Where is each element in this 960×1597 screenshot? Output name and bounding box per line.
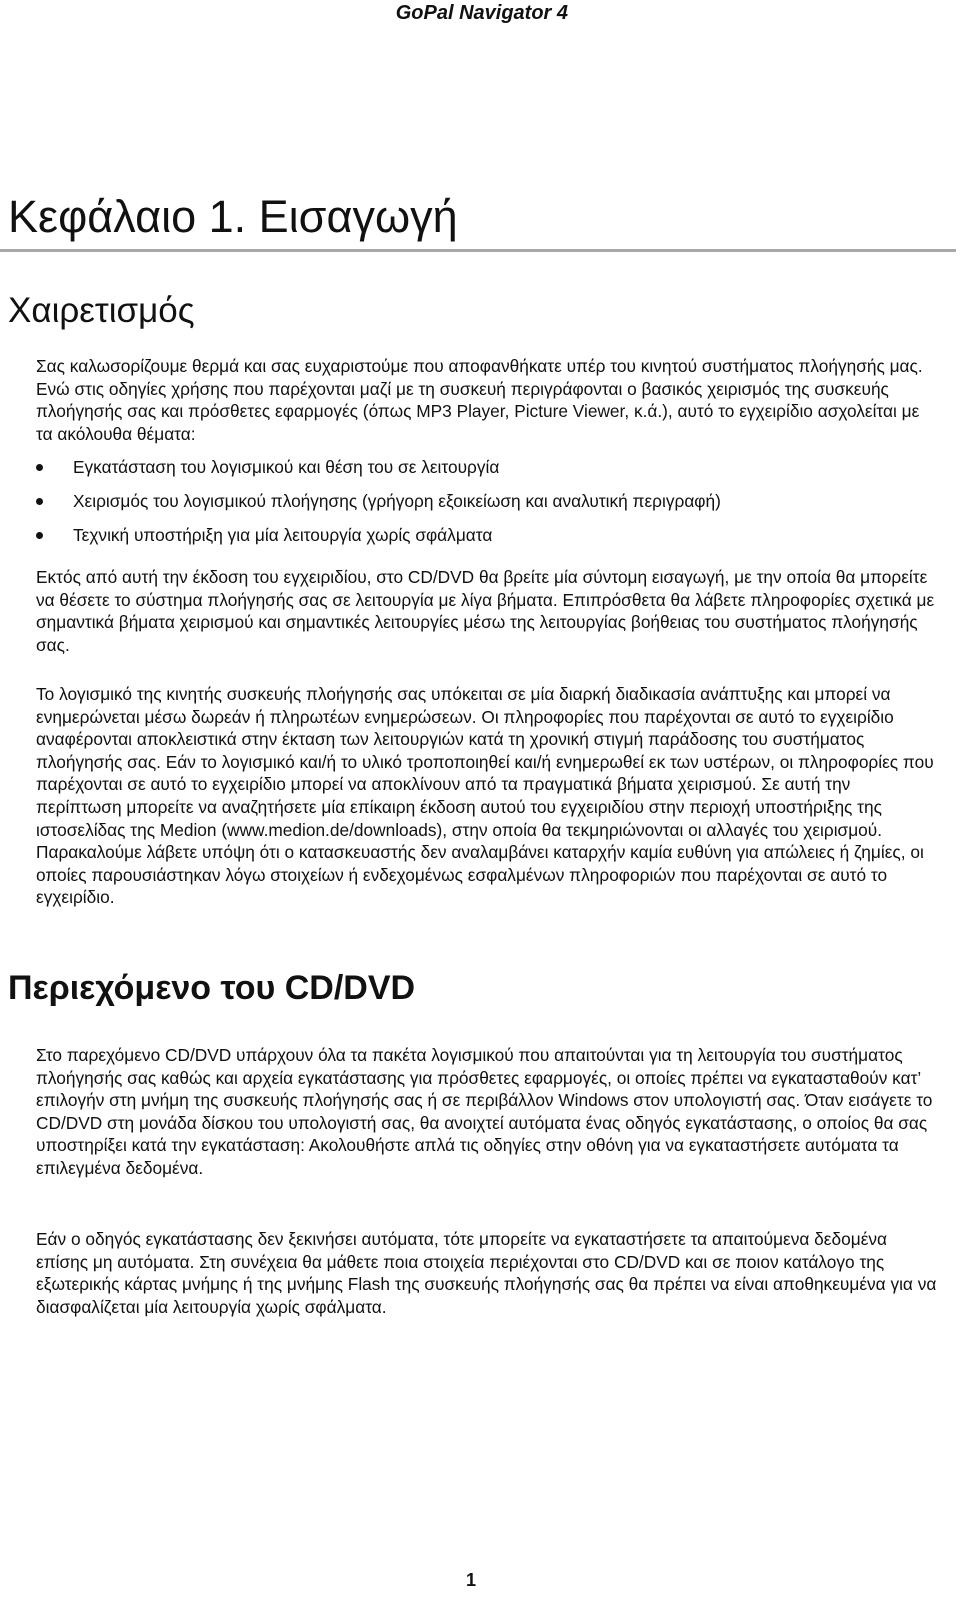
page-number: 1 <box>466 1570 477 1590</box>
topics-list <box>36 456 936 558</box>
section-title-cd-content: Περιεχόμενο του CD/DVD <box>8 969 416 1007</box>
intro-paragraph: Σας καλωσορίζουμε θερμά και σας ευχαριστούμε που αποφανθήκατε υπέρ του κινητού συστήματος πλοήγησής μας. Ενώ στις οδηγίες χρήσης που παρέχονται μαζί με τη συσκευή περιγράφονται ο βασικός χειρισμός της συσκευής πλοήγησής σας και πρόσθετες εφαρμογές (όπως MP3 Player, Picture Viewer, κ.ά.), αυτό το εγχειρίδιο ασχολείται με τα ακόλουθα θέματα: <box>36 356 923 444</box>
running-header: GoPal Navigator 4 <box>395 2 568 24</box>
list-item-text: Χειρισμός του λογισμικού πλοήγησης (γρήγορη εξοικείωση και αναλυτική περιγραφή) <box>73 491 721 511</box>
bullet-icon <box>36 532 43 539</box>
chapter-divider <box>0 249 956 252</box>
list-item-text: Εγκατάσταση του λογισμικού και θέση του σε λειτουργία <box>73 457 500 477</box>
cd-intro-paragraph: Εκτός από αυτή την έκδοση του εγχειριδίου, στο CD/DVD θα βρείτε μία σύντομη εισαγωγή, με την οποία θα μπορείτε να θέσετε το σύστημα πλοήγησής σας σε λειτουργία με λίγα βήματα. Επιπρόσθετα θα λάβετε πληροφορίες σχετικά με σημαντικά βήματα χειρισμού και σημαντικές λειτουργίες μέσω της λειτουργίας βοήθειας του συστήματος πλοήγησής σας. <box>36 567 935 655</box>
software-updates-paragraph: Το λογισμικό της κινητής συσκευής πλοήγησής σας υπόκειται σε μία διαρκή διαδικασία ανάπτυξης και μπορεί να ενημερώνεται μέσω δωρεάν ή πληρωτέων ενημερώσεων. Οι πληροφορίες που παρέχονται σε αυτό το εγχειρίδιο αναφέρονται αποκλειστικά στην έκταση των λειτουργιών κατά τη χρονική στιγμή παράδοσης του συστήματος πλοήγησής σας. Εάν το λογισμικό και/ή το υλικό τροποποιηθεί και/ή ενημερωθεί εκ των υστέρων, οι πληροφορίες που παρέχονται σε αυτό το εγχειρίδιο μπορεί να αποκλίνουν από τα πραγματικά βήματα χειρισμού. Σε αυτή την περίπτωση μπορείτε να αναζητήσετε μία επίκαιρη έκδοση αυτού του εγχειριδίου στην περιοχή υποστήριξης της ιστοσελίδας της Medion (www.medion.de/downloads), στην οποία θα τεκμηριώνονται οι αλλαγές του χειρισμού. Παρακαλούμε λάβετε υπόψη ότι ο κατασκευαστής δεν αναλαμβάνει καταρχήν καμία ευθύνη για απώλειες ή ζημίες, οι οποίες παρουσιάστηκαν λόγω στοιχείων ή ενδεχομένως εσφαλμένων πληροφοριών που παρέχονται σε αυτό το εγχειρίδιο. <box>36 684 934 908</box>
bullet-icon <box>36 498 43 505</box>
list-item <box>36 524 936 546</box>
manual-install-paragraph: Εάν ο οδηγός εγκατάστασης δεν ξεκινήσει αυτόματα, τότε μπορείτε να εγκαταστήσετε τα απαιτούμενα δεδομένα επίσης μη αυτόματα. Στη συνέχεια θα μάθετε ποια στοιχεία περιέχονται στο CD/DVD και σε ποιον κατάλογο της εξωτερικής κάρτας μνήμης ή της μνήμης Flash της συσκευής πλοήγησής σας θα πρέπει να είναι αποθηκευμένα για να διασφαλίζεται μία λειτουργία χωρίς σφάλματα. <box>36 1229 937 1317</box>
cd-content-paragraph: Στο παρεχόμενο CD/DVD υπάρχουν όλα τα πακέτα λογισμικού που απαιτούνται για τη λειτουργία του συστήματος πλοήγησής σας καθώς και αρχεία εγκατάστασης για πρόσθετες εφαρμογές, οι οποίες πρέπει να εγκατασταθούν κατ’ επιλογήν στη μνήμη της συσκευής πλοήγησής σας ή σε περιβάλλον Windows στον υπολογιστή σας. Όταν εισάγετε το CD/DVD στη μονάδα δίσκου του υπολογιστή σας, θα ανοιχτεί αυτόματα ένας οδηγός εγκατάστασης, ο οποίος θα σας υποστηρίξει κατά την εγκατάσταση: Ακολουθήστε απλά τις οδηγίες στην οθόνη για να εγκαταστήσετε αυτόματα τα επιλεγμένα δεδομένα. <box>36 1045 933 1178</box>
chapter-title: Κεφάλαιο 1. Εισαγωγή <box>8 191 458 242</box>
section-title-greeting: Χαιρετισμός <box>8 291 195 330</box>
bullet-icon <box>36 464 43 471</box>
list-item <box>36 456 936 478</box>
list-item <box>36 490 936 512</box>
list-item-text: Τεχνική υποστήριξη για μία λειτουργία χωρίς σφάλματα <box>73 525 493 545</box>
